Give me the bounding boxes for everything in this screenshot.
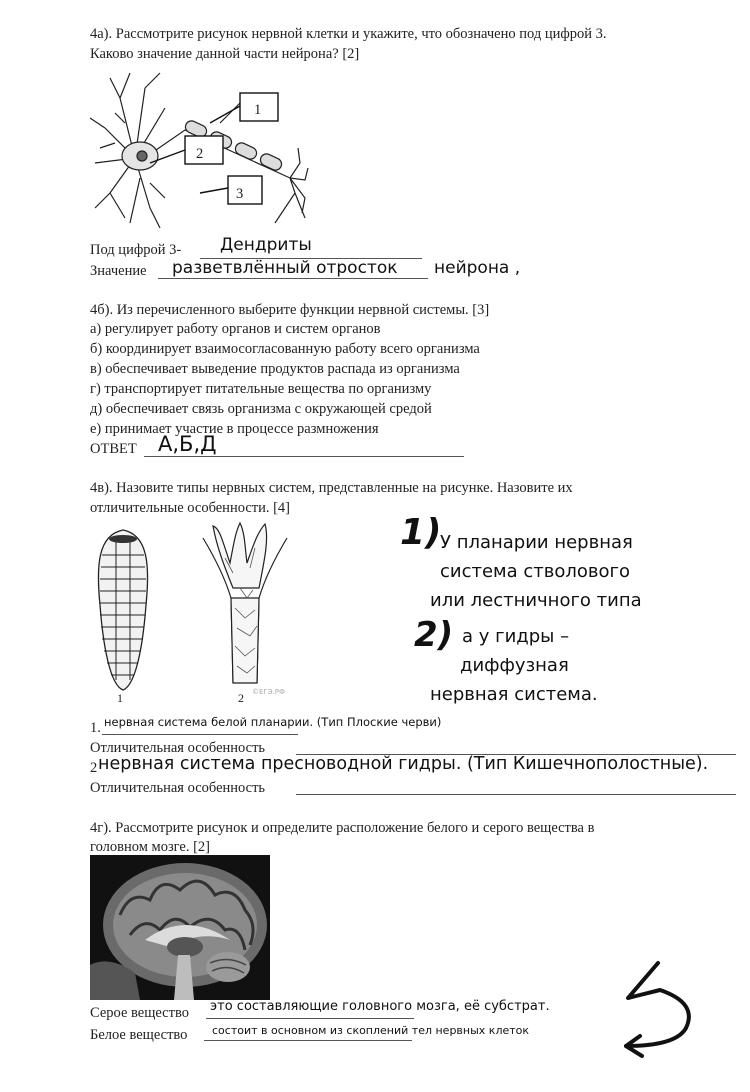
- q4v-text-line1: 4в). Назовите типы нервных систем, представленные на рисунке. Назовите их: [90, 480, 573, 496]
- note1-line: У планарии нервная: [440, 532, 633, 553]
- feature-label-1: Отличительная особенность: [90, 740, 266, 756]
- item1-answer: нервная система белой планарии. (Тип Плоские черви): [104, 715, 442, 729]
- neuron-label-2: 2: [196, 146, 204, 162]
- under3-answer: Дендриты: [220, 235, 312, 255]
- note-number-2: 2): [414, 615, 454, 655]
- q4b-title: 4б). Из перечисленного выберите функции нервной системы. [3]: [90, 302, 490, 318]
- feature-label-2: Отличительная особенность: [90, 780, 266, 796]
- q4b-option: д) обеспечивает связь организма с окружающей средой: [90, 401, 432, 417]
- note-number-1: 1): [400, 512, 442, 553]
- item1-number: 1.: [90, 720, 101, 736]
- q4v-text-line2: отличительные особенности. [4]: [90, 500, 291, 516]
- note1-line: или лестничного типа: [430, 590, 642, 611]
- planaria-label: 1: [117, 691, 123, 705]
- neuron-label-1: 1: [254, 102, 262, 118]
- under3-label: Под цифрой 3-: [90, 242, 182, 258]
- q4b-option: г) транспортирует питательные вещества по организму: [90, 381, 432, 397]
- q4a-text-line1: 4а). Рассмотрите рисунок нервной клетки и укажите, что обозначено под цифрой 3.: [90, 26, 607, 42]
- planaria-figure: [88, 525, 158, 695]
- answer-value: А,Б,Д: [158, 432, 217, 456]
- q4g-text-line1: 4г). Рассмотрите рисунок и определите расположение белого и серого вещества в: [90, 820, 595, 836]
- note2-line: нервная система.: [430, 684, 598, 705]
- q4b-option: а) регулирует работу органов и систем органов: [90, 321, 381, 337]
- item2-answer: нервная система пресноводной гидры. (Тип Кишечнополостные).: [98, 754, 709, 774]
- q4b-option: б) координирует взаимосогласованную работу всего организма: [90, 341, 480, 357]
- q4a-text-line2: Каково значение данной части нейрона? [2]: [90, 46, 360, 62]
- item2-number: 2: [90, 760, 98, 776]
- watermark: ©ЕГЭ.РФ: [252, 688, 286, 696]
- white-matter-label: Белое вещество: [90, 1027, 188, 1043]
- note1-line: система стволового: [440, 561, 630, 582]
- brain-mri-image: [90, 855, 270, 1000]
- note2-line: а у гидры –: [462, 626, 570, 647]
- neuron-label-3: 3: [236, 186, 244, 202]
- q4b-option: в) обеспечивает выведение продуктов распада из организма: [90, 361, 460, 377]
- white-matter-answer: состоит в основном из скоплений тел нервных клеток: [212, 1024, 530, 1037]
- curved-arrow-icon: [618, 958, 708, 1068]
- answer-label: ОТВЕТ: [90, 441, 137, 457]
- gray-matter-label: Серое вещество: [90, 1005, 189, 1021]
- meaning-answer: разветвлённый отросток: [172, 258, 398, 278]
- q4g-text-line2: головном мозге. [2]: [90, 839, 211, 855]
- meaning-tail: нейрона ,: [434, 258, 521, 278]
- note2-line: диффузная: [460, 655, 569, 676]
- q4b-option: е) принимает участие в процессе размножения: [90, 421, 379, 437]
- hydra-figure: [195, 518, 295, 693]
- meaning-label: Значение: [90, 263, 147, 279]
- hydra-label: 2: [238, 691, 244, 705]
- gray-matter-answer: это составляющие головного мозга, её субстрат.: [210, 999, 550, 1014]
